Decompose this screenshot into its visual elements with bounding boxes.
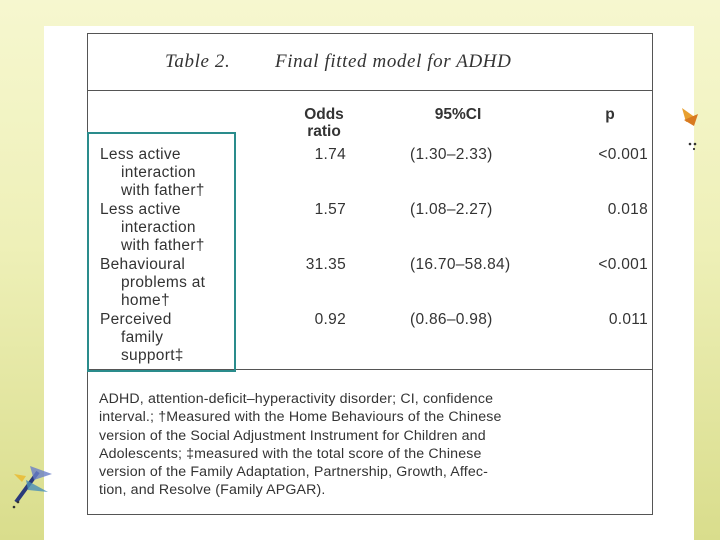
ci-value: (1.30–2.33) (410, 146, 493, 163)
table-number: Table 2. (165, 51, 231, 72)
p-value: <0.001 (598, 146, 648, 163)
odds-ratio-value: 31.35 (305, 256, 346, 273)
row-label: with father† (121, 182, 205, 199)
footnote-line: version of the Family Adaptation, Partnership, Growth, Affec- (99, 464, 488, 481)
p-value: 0.011 (608, 311, 648, 328)
footnote-line: ADHD, attention-deficit–hyperactivity disorder; CI, confidence (99, 391, 494, 407)
row-label: interaction (121, 219, 196, 236)
row-label: Perceived (100, 311, 172, 328)
label-highlight-box (87, 132, 236, 372)
odds-ratio-value: 1.57 (314, 201, 346, 218)
p-value: 0.018 (607, 201, 648, 218)
row-label: home† (121, 292, 170, 309)
row-label: interaction (121, 164, 196, 181)
header-odds-ratio: Odds ratio (304, 106, 344, 140)
row-label: Less active (100, 146, 181, 163)
table-title (88, 34, 652, 91)
p-value: <0.001 (598, 256, 648, 273)
ci-value: (0.86–0.98) (410, 311, 493, 328)
row-label: Behavioural (100, 256, 186, 273)
row-label: with father† (121, 237, 205, 254)
table-caption: Final fitted model for ADHD (275, 51, 512, 72)
row-label: Less active (100, 201, 181, 218)
row-label: family (121, 329, 164, 346)
ci-value: (16.70–58.84) (410, 256, 511, 273)
footnote-line: Adolescents; ‡measured with the total score of the Chinese (99, 445, 482, 462)
ci-value: (1.08–2.27) (410, 201, 493, 218)
dragonfly-icon (12, 462, 56, 510)
footnote-line: interval.; †Measured with the Home Behaviours of the Chinese (99, 409, 502, 426)
row-label: support‡ (121, 347, 184, 364)
header-confidence-interval: 95%CI (434, 106, 482, 123)
odds-ratio-value: 0.92 (314, 311, 346, 328)
row-label: problems at (121, 274, 206, 291)
table-footnote (99, 390, 649, 500)
footnote-line: version of the Social Adjustment Instrument for Children and (99, 427, 486, 444)
footnote-line: tion, and Resolve (Family APGAR). (99, 482, 326, 499)
dragonfly-icon (676, 100, 706, 156)
header-p-value: p (605, 106, 615, 123)
odds-ratio-value: 1.74 (314, 146, 346, 163)
